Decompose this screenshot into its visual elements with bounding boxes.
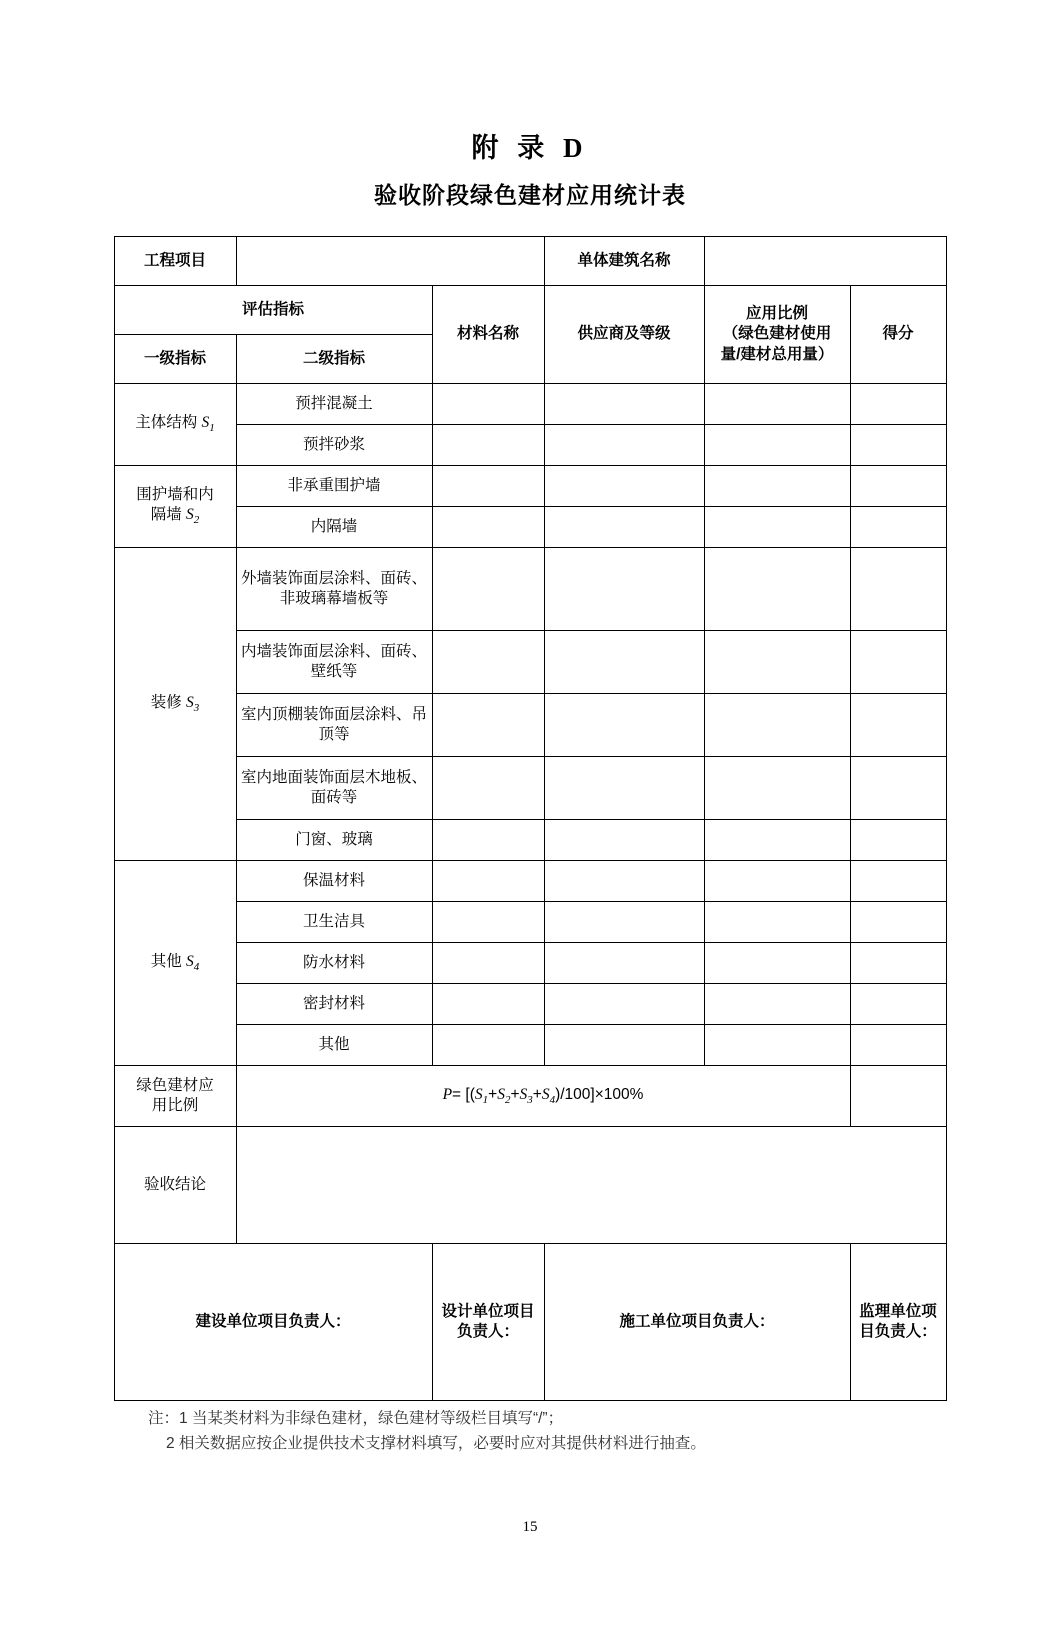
material-cell[interactable] (432, 548, 544, 631)
note-line-2: 2 相关数据应按企业提供技术支撑材料填写，必要时应对其提供材料进行抽查。 (166, 1434, 706, 1452)
level2-label: 其他 (236, 1025, 432, 1066)
signature-row (114, 1244, 946, 1401)
conclusion-label: 验收结论 (114, 1127, 236, 1244)
material-cell[interactable] (432, 1025, 544, 1066)
table-row (114, 548, 946, 631)
score-cell[interactable] (850, 943, 946, 984)
score-cell[interactable] (850, 548, 946, 631)
level1-decoration-subscript: 3 (193, 701, 200, 714)
level2-label: 室内地面装饰面层木地板、面砖等 (236, 757, 432, 820)
level1-enclosure-wall-symbol: S (186, 506, 194, 524)
material-cell[interactable] (432, 694, 544, 757)
level1-main-structure-symbol: S (201, 414, 210, 432)
supplier-cell[interactable] (544, 631, 704, 694)
level1-enclosure-wall-line2-text: 隔墙 (150, 506, 187, 524)
level2-label: 密封材料 (236, 984, 432, 1025)
project-label: 工程项目 (114, 237, 236, 286)
level1-main-structure-text: 主体结构 (135, 414, 202, 432)
ratio-cell[interactable] (704, 425, 850, 466)
project-value[interactable] (236, 237, 544, 286)
material-cell[interactable] (432, 425, 544, 466)
level2-label: 门窗、玻璃 (236, 820, 432, 861)
material-cell[interactable] (432, 943, 544, 984)
ratio-cell[interactable] (704, 757, 850, 820)
level2-label: 卫生洁具 (236, 902, 432, 943)
level2-label: 防水材料 (236, 943, 432, 984)
title-block (0, 126, 1060, 210)
table-row (114, 861, 946, 902)
appendix-title: 附 录 D (471, 133, 589, 163)
table-row (114, 757, 946, 820)
score-cell[interactable] (850, 757, 946, 820)
ratio-row-score[interactable] (850, 1066, 946, 1127)
level1-decoration-text: 装修 (150, 693, 187, 711)
supplier-cell[interactable] (544, 384, 704, 425)
score-cell[interactable] (850, 425, 946, 466)
level1-other (114, 861, 236, 1066)
supplier-cell[interactable] (544, 757, 704, 820)
note-1-text: 1 当某类材料为非绿色建材，绿色建材等级栏目填写“/”； (179, 1410, 564, 1427)
application-ratio-line2: （绿色建材使用 (722, 325, 832, 343)
application-ratio-header (704, 286, 850, 384)
level2-label: 内墙装饰面层涂料、面砖、壁纸等 (236, 631, 432, 694)
signature-construction-unit[interactable]: 建设单位项目负责人： (114, 1244, 432, 1401)
level1-enclosure-wall-line2 (119, 505, 232, 528)
notes-prefix: 注： (148, 1410, 180, 1427)
document-page (0, 126, 1060, 1626)
table-row (114, 631, 946, 694)
material-cell[interactable] (432, 631, 544, 694)
score-cell[interactable] (850, 902, 946, 943)
signature-supervision-unit[interactable]: 监理单位项目负责人： (850, 1244, 946, 1401)
level1-header: 一级指标 (114, 335, 236, 384)
score-cell[interactable] (850, 1025, 946, 1066)
level1-enclosure-wall-line1: 围护墙和内 (136, 485, 214, 503)
ratio-row-label (114, 1066, 236, 1127)
level2-label: 非承重围护墙 (236, 466, 432, 507)
ratio-cell[interactable] (704, 631, 850, 694)
table-row (114, 507, 946, 548)
notes-block (114, 1407, 946, 1457)
level2-label: 预拌混凝土 (236, 384, 432, 425)
table-row (114, 820, 946, 861)
green-material-statistics-table (114, 236, 947, 1401)
supplier-cell[interactable] (544, 548, 704, 631)
level1-decoration (114, 548, 236, 861)
score-cell[interactable] (850, 631, 946, 694)
building-name-label: 单体建筑名称 (544, 237, 704, 286)
eval-index-label: 评估指标 (114, 286, 432, 335)
level1-main-structure-subscript: 1 (209, 422, 215, 435)
material-cell[interactable] (432, 861, 544, 902)
table-row (114, 694, 946, 757)
level1-other-text: 其他 (150, 952, 187, 970)
conclusion-row (114, 1127, 946, 1244)
score-cell[interactable] (850, 861, 946, 902)
table-title: 验收阶段绿色建材应用统计表 (374, 183, 686, 208)
ratio-cell[interactable] (704, 902, 850, 943)
material-cell[interactable] (432, 820, 544, 861)
table-row (114, 466, 946, 507)
ratio-cell[interactable] (704, 984, 850, 1025)
table-header-row-index (114, 286, 946, 335)
level2-label: 外墙装饰面层涂料、面砖、非玻璃幕墙板等 (236, 548, 432, 631)
supplier-cell[interactable] (544, 1025, 704, 1066)
ratio-cell[interactable] (704, 466, 850, 507)
level2-header: 二级指标 (236, 335, 432, 384)
level2-label: 预拌砂浆 (236, 425, 432, 466)
ratio-cell[interactable] (704, 1025, 850, 1066)
level2-label: 保温材料 (236, 861, 432, 902)
material-cell[interactable] (432, 466, 544, 507)
table-row (114, 943, 946, 984)
ratio-cell[interactable] (704, 943, 850, 984)
note-line-1 (114, 1407, 946, 1432)
ratio-row-label-line1: 绿色建材应 (136, 1076, 214, 1094)
ratio-cell[interactable] (704, 861, 850, 902)
level1-main-structure (114, 384, 236, 466)
level2-label: 室内顶棚装饰面层涂料、吊顶等 (236, 694, 432, 757)
score-cell[interactable] (850, 820, 946, 861)
conclusion-value[interactable] (236, 1127, 946, 1244)
ratio-cell[interactable] (704, 507, 850, 548)
ratio-cell[interactable] (704, 384, 850, 425)
supplier-cell[interactable] (544, 820, 704, 861)
ratio-cell[interactable] (704, 694, 850, 757)
ratio-row-label-line2: 用比例 (151, 1097, 199, 1114)
score-cell[interactable] (850, 466, 946, 507)
supplier-cell[interactable] (544, 425, 704, 466)
level1-enclosure-wall (114, 466, 236, 548)
ratio-cell[interactable] (704, 548, 850, 631)
application-ratio-line3: 量/建材总用量） (720, 345, 834, 363)
level1-decoration-symbol: S (186, 693, 194, 711)
supplier-cell[interactable] (544, 694, 704, 757)
supplier-cell[interactable] (544, 466, 704, 507)
material-cell[interactable] (432, 902, 544, 943)
table-row (114, 984, 946, 1025)
supplier-cell[interactable] (544, 943, 704, 984)
building-name-value[interactable] (704, 237, 946, 286)
score-cell[interactable] (850, 984, 946, 1025)
supplier-grade-header-text: 供应商及等级 (577, 325, 671, 343)
supplier-cell[interactable] (544, 984, 704, 1025)
material-cell[interactable] (432, 384, 544, 425)
supplier-grade-header (544, 286, 704, 384)
ratio-cell[interactable] (704, 820, 850, 861)
material-name-header: 材料名称 (432, 286, 544, 384)
supplier-cell[interactable] (544, 507, 704, 548)
score-header: 得分 (850, 286, 946, 384)
table-row (114, 425, 946, 466)
score-cell[interactable] (850, 507, 946, 548)
green-material-ratio-row (114, 1066, 946, 1127)
page-number: 15 (522, 1519, 538, 1535)
supplier-cell[interactable] (544, 861, 704, 902)
material-cell[interactable] (432, 757, 544, 820)
ratio-formula: $P= [(S_1+S_2+S_3+S_4)/100]\times 100\%$ (236, 1066, 850, 1127)
level2-label: 内隔墙 (236, 507, 432, 548)
application-ratio-line1: 应用比例 (745, 304, 808, 322)
signature-design-unit[interactable]: 设计单位项目负责人： (432, 1244, 544, 1401)
table-header-row-project (114, 237, 946, 286)
table-row (114, 384, 946, 425)
material-cell[interactable] (432, 507, 544, 548)
level1-other-subscript: 4 (193, 960, 200, 973)
level1-enclosure-wall-subscript: 2 (193, 514, 200, 527)
table-row (114, 1025, 946, 1066)
score-cell[interactable] (850, 384, 946, 425)
signature-contractor-unit[interactable]: 施工单位项目负责人： (544, 1244, 850, 1401)
score-cell[interactable] (850, 694, 946, 757)
level1-other-symbol: S (186, 952, 194, 970)
supplier-cell[interactable] (544, 902, 704, 943)
table-row (114, 902, 946, 943)
material-cell[interactable] (432, 984, 544, 1025)
